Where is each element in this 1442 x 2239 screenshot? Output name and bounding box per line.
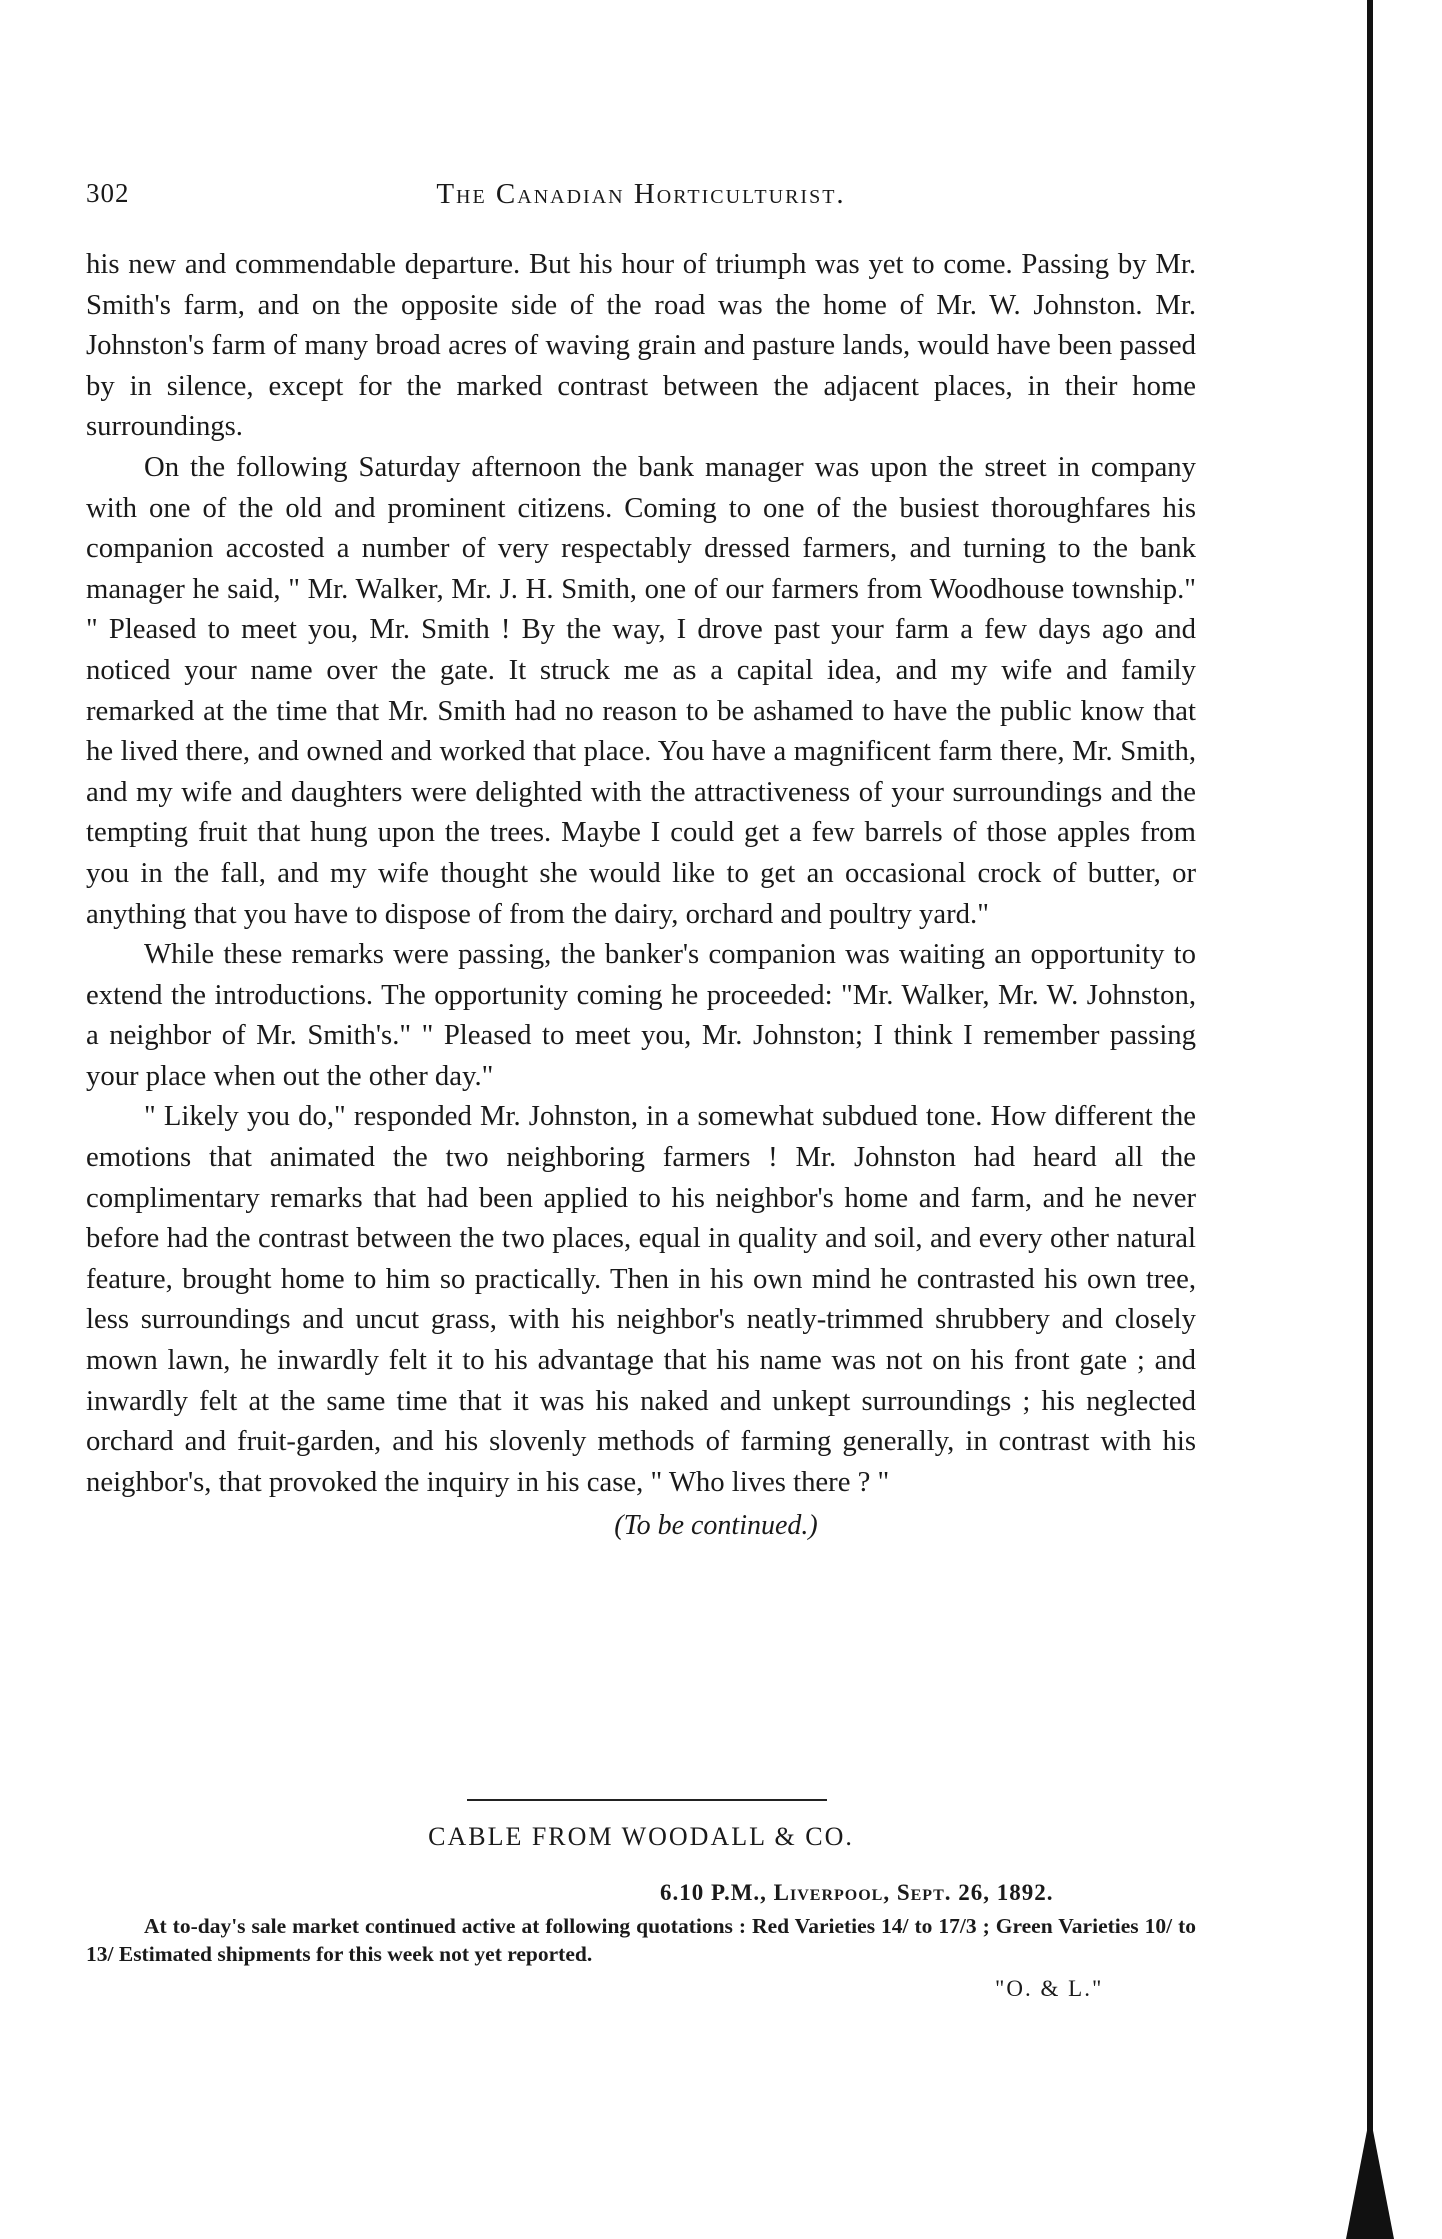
- cable-signature: "O. & L.": [995, 1976, 1104, 2001]
- cable-time: 6.10 P.M.,: [660, 1880, 767, 1905]
- cable-place-date: Liverpool, Sept. 26, 1892.: [773, 1880, 1054, 1905]
- binding-edge-tab: [1346, 2115, 1394, 2239]
- article-paragraph: While these remarks were passing, the banker's companion was waiting an opportunity to extend the introductions. The opportunity coming he proceeded: "Mr. Walker, Mr. W. Johnston, a neighbor of Mr. Smith's." " Pleased to meet you, Mr. Johnston; I think I remember passing your place when out the other day.": [86, 938, 1196, 1092]
- cable-body: [86, 1912, 1196, 1968]
- cable-heading: CABLE FROM WOODALL & CO.: [428, 1822, 854, 1851]
- article-body: [86, 244, 1196, 1547]
- article-paragraph: his new and commendable departure. But his hour of triumph was yet to come. Passing by Mr. Smith's farm, and on the opposite side of the road was the home of Mr. W. Johnston. Mr. Johnston's farm of many broad acres of waving grain and pasture lands, would have been passed by in silence, except for the marked contrast between the adjacent places, in their home surroundings.: [86, 248, 1196, 443]
- article-paragraph: " Likely you do," responded Mr. Johnston, in a somewhat subdued tone. How different the emotions that animated the two neighboring farmers ! Mr. Johnston had heard all the complimentary remarks that had been applied to his neighbor's home and farm, and he never before had the contrast between the two places, equal in quality and soil, and every other natural feature, brought home to him so practically. Then in his own mind he contrasted his own tree, less surroundings and uncut grass, with his neighbor's neatly-trimmed shrubbery and closely mown lawn, he inwardly felt it to his advantage that his name was not on his front gate ; and inwardly felt at the same time that it was his naked and unkept surroundings ; his neglected orchard and fruit-garden, and his slovenly methods of farming generally, in contrast with his neighbor's, that provoked the inquiry in his case, " Who lives there ? ": [86, 1100, 1196, 1498]
- article-paragraph: On the following Saturday afternoon the bank manager was upon the street in company with one of the old and prominent citizens. Coming to one of the busiest thoroughfares his companion accosted a number of very respectably dressed farmers, and turning to the bank manager he said, " Mr. Walker, Mr. J. H. Smith, one of our farmers from Woodhouse township." " Pleased to meet you, Mr. Smith ! By the way, I drove past your farm a few days ago and noticed your name over the gate. It struck me as a capital idea, and my wife and family remarked at the time that Mr. Smith had no reason to be ashamed to have the public know that he lived there, and owned and worked that place. You have a magnificent farm there, Mr. Smith, and my wife and daughters were delighted with the attractiveness of your surroundings and the tempting fruit that hung upon the trees. Maybe I could get a few barrels of those apples from you in the fall, and my wife thought she would like to get an occasional crock of butter, or anything that you have to dispose of from the dairy, orchard and poultry yard.": [86, 450, 1196, 930]
- page-header: [86, 178, 1196, 218]
- page-number: 302: [86, 178, 130, 208]
- binding-edge-line: [1367, 0, 1373, 2239]
- to-be-continued-note: (To be continued.): [614, 1510, 818, 1542]
- cable-text: At to-day's sale market continued active at following quotations : Red Varieties 14/ to 17/3 ; Green Varieties 10/ to 13/ Estimated shipments for this week not yet reported.: [86, 1914, 1196, 1966]
- running-head: The Canadian Horticulturist.: [436, 178, 846, 210]
- section-divider: [467, 1799, 827, 1801]
- cable-dateline: [660, 1880, 1140, 1906]
